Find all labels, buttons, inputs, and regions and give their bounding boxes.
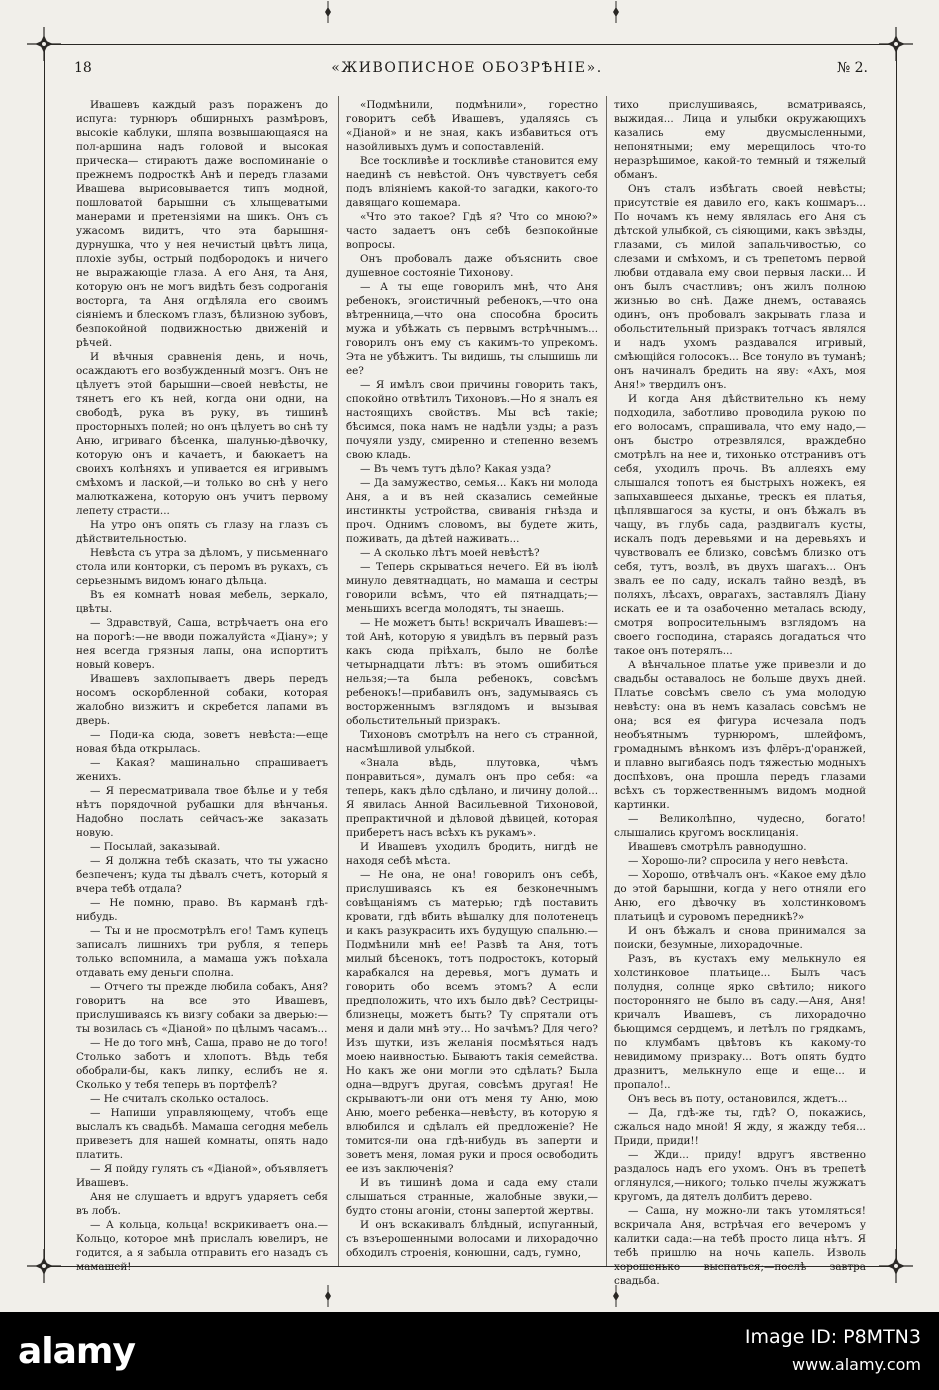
paragraph: — Хорошо, отвѣчалъ онъ. «Какое ему дѣло до этой барышни, когда у него отняли его Аню, его дѣвочку въ холстинковомъ платьицѣ и суровомъ передникѣ?»	[614, 869, 866, 923]
paragraph: — Саша, ну можно-ли такъ утомляться! вскричала Аня, встрѣчая его вечеромъ у калитки сада:—на тебѣ просто лица нѣтъ. Я тебѣ пришлю на ночь капель. Изволь хорошенько выспаться;—послѣ завтра свадьба.	[614, 1205, 866, 1287]
paragraph: — А кольца, кольца! вскрикиваетъ она.— Кольцо, которое мнѣ прислалъ ювелиръ, не годится, а я забыла отправить его назадъ съ мамашей!	[76, 1219, 328, 1273]
paragraph: — Отчего ты прежде любила собакъ, Аня? говоритъ на все это Ивашевъ, прислушиваясь къ визгу собаки за дверью:—ты возилась съ «Діаной» по цѣлымъ часамъ...	[76, 981, 328, 1035]
paragraph: — Не она, не она! говорилъ онъ себѣ, прислушиваясь къ ея безконечнымъ совѣщаніямъ съ матерью; гдѣ поставить кровати, гдѣ вбить вѣшалку для полотенецъ и какъ разукрасить ихъ будущую спальню.—Подмѣнили мнѣ ее! Развѣ та Аня, тотъ милый бѣсенокъ, тотъ подростокъ, который карабкался на деревья, могъ думать и говорить обо всемъ этомъ? А если предположить, что ихъ было двѣ? Сестрицы-близнецы, можетъ быть? Ту спрятали отъ меня и дали мнѣ эту... Но зачѣмъ? Для чего? Изъ шутки, изъ желанія посмѣяться надъ моею наивностью. Бываютъ такія семейства. Но какъ же они могли это сдѣлать? Была одна—вдругъ другая, совсѣмъ другая! Не скрываютъ-ли они отъ меня ту Аню, мою Аню, моего ребенка—невѣсту, въ которую я влюбился и сдѣлалъ ей предложеніе? Не томится-ли она гдѣ-нибудь въ заперти и зоветъ меня, ломая руки и прося освободить ее изъ заключенія?	[346, 869, 598, 1175]
paragraph: — Я пересматривала твое бѣлье и у тебя нѣтъ порядочной рубашки для вѣнчанья. Надобно послать сейчасъ-же заказать новую.	[76, 785, 328, 839]
paragraph: На утро онъ опять съ глазу на глазъ съ дѣйствительностью.	[76, 519, 328, 545]
rule-ornament-icon	[311, 1279, 345, 1313]
paragraph: — Да, гдѣ-же ты, гдѣ? О, покажись, сжалься надо мной! Я жду, я жажду тебя... Приди, приди!!	[614, 1107, 866, 1147]
alamy-logo: alamy	[18, 1331, 135, 1372]
issue-number: № 2.	[836, 60, 868, 76]
paragraph: — Напиши управляющему, чтобъ еще выслалъ къ свадьбѣ. Мамаша сегодня мебель привезетъ для нашей комнаты, опять надо платить.	[76, 1107, 328, 1161]
text-column-3	[614, 98, 866, 1287]
corner-ornament-icon	[879, 27, 913, 61]
running-header	[64, 60, 870, 86]
paragraph: — Не считалъ сколько осталось.	[90, 1093, 269, 1105]
paragraph: — Я пойду гулять съ «Діаной», объявляетъ Ивашевъ.	[76, 1163, 328, 1189]
frame-left-rule	[44, 44, 45, 1266]
paragraph: — Не до того мнѣ, Саша, право не до того! Столько заботъ и хлопотъ. Вѣдь тебя обобрали-бы, какъ липку, еслибъ не я. Сколько у тебя теперь въ портфелѣ?	[76, 1037, 328, 1091]
corner-ornament-icon	[27, 27, 61, 61]
paragraph: — Здравствуй, Саша, встрѣчаетъ она его на порогѣ:—не вводи пожалуйста «Діану»; у нея всегда грязныя лапы, она испортитъ новый коверъ.	[76, 617, 328, 671]
paragraph: — Какая? машинально спрашиваетъ женихъ.	[76, 757, 328, 783]
paragraph: И вѣчныя сравненія день, и ночь, осаждаютъ его возбужденный мозгъ. Онъ не цѣлуетъ этой барышни—своей невѣсты, не тянетъ его къ ней, когда они одни, на свободѣ, рука въ руку, въ тишинѣ просторныхъ полей; но онъ цѣлуетъ во снѣ ту Аню, игриваго бѣсенка, шалунью-дѣвочку, которую онъ и качаетъ, и баюкаетъ на своихъ колѣняхъ и упивается ея игривымъ смѣхомъ и лаской,—и только во снѣ у него малюткажена, которую онъ учитъ первому лепету страсти...	[76, 351, 328, 517]
paragraph: Ивашевъ смотрѣлъ равнодушно.	[628, 841, 807, 853]
rule-ornament-icon	[311, 0, 345, 29]
paragraph: — Я имѣлъ свои причины говорить такъ, спокойно отвѣтилъ Тихоновъ.—Но я зналъ ея настоящихъ свойствъ. Мы всѣ такіе; бѣсимся, пока намъ не надѣли узды; а разъ почуяли узду, смиренно и степенно веземъ свою кладь.	[346, 379, 598, 461]
magazine-title: «ЖИВОПИСНОЕ ОБОЗРѢНІЕ».	[331, 60, 603, 76]
paragraph: Онъ сталъ избѣгать своей невѣсты; присутствіе ея давило его, какъ кошмаръ... По ночамъ къ нему являлась его Аня съ дѣтской улыбкой, съ сіяющими, какъ звѣзды, глазами, съ милой запальчивостью, со слезами и смѣхомъ, и съ трепетомъ первой любви отдавала ему свои первыя ласки... И онъ былъ счастливъ; онъ жилъ полною жизнью во снѣ. Даже днемъ, оставаясь одинъ, онъ пробовалъ закрывать глаза и обольстительный призракъ тотчасъ являлся и надъ ухомъ раздавался игривый, смѣющійся голосокъ... Все тонуло въ туманѣ; онъ начиналъ бредить на яву: «Ахъ, моя Аня!» твердилъ онъ.	[614, 183, 866, 391]
stock-photo-bar	[0, 1312, 939, 1390]
paragraph: тихо прислушиваясь, всматриваясь, выжидая... Лица и улыбки окружающихъ казались ему двусмысленными, непонятными; ему мерещилось что-то неразрѣшимое, какой-то темный и тяжелый обманъ.	[614, 99, 866, 181]
paragraph: Въ ея комнатѣ новая мебель, зеркало, цвѣты.	[76, 589, 328, 615]
paragraph: Онъ весь въ поту, остановился, ждетъ...	[628, 1093, 848, 1105]
column-divider	[338, 96, 339, 1266]
paragraph: И когда Аня дѣйствительно къ нему подходила, заботливо проводила рукою по его волосамъ, спрашивала, что ему надо,—онъ быстро отрезвлялся, враждебно смотрѣлъ на нее и, тихонько отстранивъ отъ себя, уходилъ прочь. Въ аллеяхъ ему слышался топотъ ея быстрыхъ ножекъ, ея запыхавшееся дыханье, трескъ ея платья, цѣплявшагося за кусты, и онъ бѣжалъ въ чащу, въ глубь сада, раздвигалъ кусты, искалъ подъ деревьями и на деревьяхъ и чувствовалъ ее близко, совсѣмъ близко отъ себя, тутъ, возлѣ, въ двухъ шагахъ... Онъ звалъ ее по саду, искалъ тайно вездѣ, въ поляхъ, лѣсахъ, оврагахъ, заставлялъ Діану искать ее и та озабоченно металась всюду, смотря вопросительнымъ взглядомъ на своего господина, стараясь догадаться что такое онъ потерялъ...	[614, 393, 866, 657]
paragraph: — А ты еще говорилъ мнѣ, что Аня ребенокъ, эгоистичный ребенокъ,—что она вѣтренница,—что она способна бросить мужа и убѣжать съ первымъ встрѣчнымъ... говорилъ онъ ему съ какимъ-то упрекомъ. Эта не убѣжитъ. Ты видишь, ты слышишь ли ее?	[346, 281, 598, 377]
stock-info	[661, 1322, 921, 1382]
paragraph: Все тоскливѣе и тоскливѣе становится ему наединѣ съ невѣстой. Онъ чувствуетъ себя подъ вліяніемъ какой-то загадки, какого-то давящаго кошемара.	[346, 155, 598, 209]
paragraph: «Что это такое? Гдѣ я? Что со мною?» часто задаетъ онъ себѣ безпокойные вопросы.	[346, 211, 598, 251]
paragraph: Аня не слушаетъ и вдругъ ударяетъ себя въ лобъ.	[76, 1191, 328, 1217]
frame-right-rule	[896, 44, 897, 1266]
rule-ornament-icon	[599, 0, 633, 29]
paragraph: И Ивашевъ уходилъ бродить, нигдѣ не находя себѣ мѣста.	[346, 841, 598, 867]
paragraph: — Теперь скрываться нечего. Ей въ іюлѣ минуло девятнадцать, но мамаша и сестры говорили всѣмъ, что ей пятнадцать;—меньшихъ всегда молодятъ, ты знаешь.	[346, 561, 598, 615]
paragraph: А вѣнчальное платье уже привезли и до свадьбы оставалось не больше двухъ дней. Платье совсѣмъ свело съ ума молодую невѣсту: она въ немъ казалась совсѣмъ не она; вся ея фигура исчезала подъ необъятнымъ турнюромъ, шлейфомъ, громаднымъ вѣнкомъ изъ флёръ-д'оранжей, и плавно выгибаясь подъ тяжестью модныхъ доспѣховъ, она прошла передъ глазами всѣхъ съ торжественнымъ видомъ модной картинки.	[614, 659, 866, 811]
corner-ornament-icon	[27, 1249, 61, 1283]
paragraph: — Не помню, право. Въ карманѣ гдѣ-нибудь.	[76, 897, 328, 923]
paragraph: — Я должна тебѣ сказать, что ты ужасно безпеченъ; куда ты дѣвалъ счетъ, который я вчера тебѣ отдала?	[76, 855, 328, 895]
paragraph: Онъ пробовалъ даже объяснить свое душевное состояніе Тихонову.	[346, 253, 598, 279]
text-column-2	[346, 98, 598, 1268]
paragraph: «Знала вѣдь, плутовка, чѣмъ понравиться», думалъ онъ про себя: «а теперь, какъ дѣло сдѣлано, и личину долой... Я явилась Анной Васильевной Тихоновой, препрактичной и дѣловой дѣвицей, которая приберетъ насъ всѣхъ къ рукамъ».	[346, 757, 598, 839]
paragraph: — Ты и не просмотрѣлъ его! Тамъ купецъ записалъ лишнихъ три рубля, я теперь только вспомнила, а мамаша ужъ поѣхала отдавать ему деньги сполна.	[76, 925, 328, 979]
image-id-label: Image ID: P8MTN3	[744, 1326, 921, 1348]
stock-url-link[interactable]: www.alamy.com	[792, 1355, 921, 1374]
paragraph: Разъ, въ кустахъ ему мелькнуло ея холстинковое платьице... Былъ часъ полудня, солнце ярко свѣтило; никого посторонняго не было въ саду.—Аня, Аня! кричалъ Ивашевъ, съ лихорадочно бьющимся сердцемъ, и летѣлъ по грядкамъ, по клумбамъ цвѣтовъ къ какому-то невидимому призраку... Вотъ опять будто дразнитъ, мелькнуло еще и еще... и пропало!..	[614, 953, 866, 1091]
paragraph: Невѣста съ утра за дѣломъ, у письменнаго стола или конторки, съ перомъ въ рукахъ, съ серьезнымъ видомъ юнаго дѣльца.	[76, 547, 328, 587]
paragraph: — Поди-ка сюда, зоветъ невѣста:—еще новая бѣда открылась.	[76, 729, 328, 755]
paragraph: И онъ вскакивалъ блѣдный, испуганный, съ взъерошенными волосами и лихорадочно обходилъ строенія, конюшни, садъ, гумно,	[346, 1219, 598, 1259]
paragraph: «Подмѣнили, подмѣнили», горестно говоритъ себѣ Ивашевъ, удаляясь съ «Діаной» и не зная, какъ избавиться отъ назойливыхъ думъ и сопоставленій.	[346, 99, 598, 153]
paragraph: — Не можетъ быть! вскричалъ Ивашевъ:— той Анѣ, которую я увидѣлъ въ первый разъ какъ сюда пріѣхалъ, было не болѣе четырнадцати лѣтъ: въ этомъ ошибиться нельзя;—та была ребенокъ, совсѣмъ ребенокъ!—прибавилъ онъ, задумываясь съ восторженнымъ взглядомъ и вызывая обольстительный призракъ.	[346, 617, 598, 727]
paragraph: Ивашевъ захлопываетъ дверь передъ носомъ оскорбленной собаки, которая жалобно визжитъ и скребется лапами въ дверь.	[76, 673, 328, 727]
paragraph: — А сколько лѣтъ моей невѣстѣ?	[360, 547, 540, 559]
paragraph: И въ тишинѣ дома и сада ему стали слышаться странные, жалобные звуки,—будто стоны агоніи, стоны запертой жертвы.	[346, 1177, 598, 1217]
paragraph: — Въ чемъ тутъ дѣло? Какая узда?	[360, 463, 551, 475]
paragraph: — Да замужество, семья... Какъ ни молода Аня, а и въ ней сказались семейные инстинкты устройства, свиванія гнѣзда и проч. Однимъ словомъ, вы будете жить, поживать, да дѣтей наживать...	[346, 477, 598, 545]
frame-top-rule	[44, 44, 896, 45]
paragraph: — Великолѣпно, чудесно, богато! слышались кругомъ восклицанія.	[614, 813, 866, 839]
text-column-1	[76, 98, 328, 1273]
paragraph: Тихоновъ смотрѣлъ на него съ странной, насмѣшливой улыбкой.	[346, 729, 598, 755]
paragraph: — Посылай, заказывай.	[90, 841, 221, 853]
paragraph: — Хорошо-ли? спросила у него невѣста.	[628, 855, 849, 867]
paragraph: Ивашевъ каждый разъ пораженъ до испуга: турнюръ обширныхъ размѣровъ, высокіе каблуки, шляпа возвышающаяся на пол-аршина надъ головой и высокая прическа— стираютъ даже воспоминаніе о прежнемъ подросткѣ Анѣ и передъ глазами Ивашева вырисовывается типъ модной, пошловатой барышни съ хлыщеватыми манерами и претензіями на шикъ. Онъ съ ужасомъ видитъ, что эта барышня-дурнушка, что у нея нечистый цвѣтъ лица, плохіе зубы, острый подбородокъ и ничего не выражающіе глаза. А его Аня, та Аня, которую онъ не могъ видѣть безъ содроганія восторга, та Аня огдѣляла его своимъ сіяніемъ и блескомъ глазъ, бѣлизною зубовъ, безпокойной подвижностью движеній и рѣчей.	[76, 99, 328, 349]
paragraph: — Жди... приду! вдругъ явственно раздалось надъ его ухомъ. Онъ въ трепетѣ оглянулся,—никого; только пчелы жужжатъ кругомъ, да дятелъ долбитъ дерево.	[614, 1149, 866, 1203]
paragraph: И онъ бѣжалъ и снова принимался за поиски, безумные, лихорадочные.	[614, 925, 866, 951]
corner-ornament-icon	[879, 1249, 913, 1283]
column-divider	[606, 96, 607, 1266]
page-number: 18	[74, 60, 92, 76]
